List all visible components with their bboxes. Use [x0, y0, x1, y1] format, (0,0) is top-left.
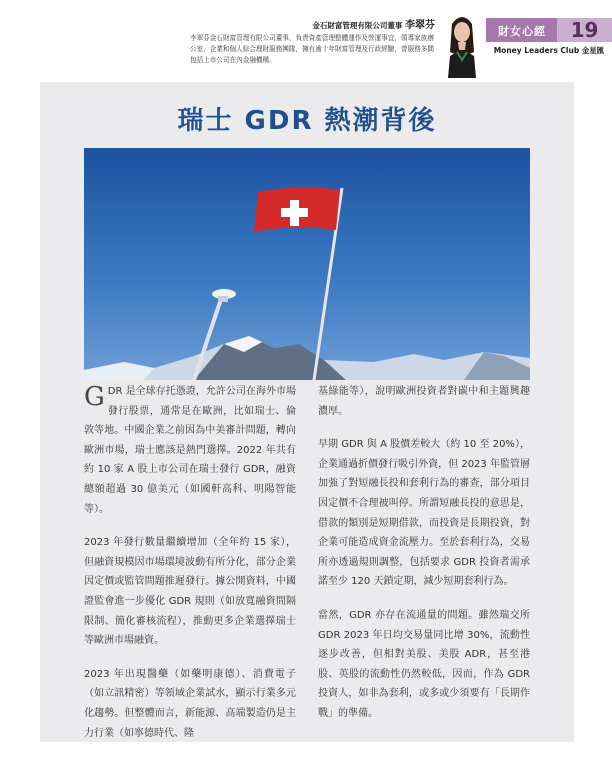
- page-number: 19: [557, 18, 612, 42]
- author-line: [190, 16, 435, 31]
- drop-cap: G: [84, 382, 105, 412]
- author-bio: 李翠芬金石財富管理有限公司董事，負責資產管理整體運作及營運事宜，領導家族辦公室、企業和個人綜合理財服務團隊，擁有逾十年財富管理及行政經驗，曾服務多間包括上市公司在內金融機構。: [190, 34, 434, 64]
- paragraph: 2023 年出現醫藥（如藥明康德）、消費電子（如立訊精密）等領域企業試水，顯示行業多元化趨勢。但整體而言，新能源、高端製造仍是主力行業（如寧德時代、隆: [84, 668, 296, 739]
- article-column-1: [84, 382, 296, 757]
- paragraph: 早期 GDR 與 A 股價差較大（約 10 至 20%），企業通過折價發行吸引外資，但 2023 年監管層加強了對短融長投和套利行為的審查，部分項目因定價不合理被叫停。所謂短融長投的意思是，借款的類別是短期借款，而投資是長期投資，對企業可能造成資金流壓力。至於套利行為，交易所亦透過規則調整，包括要求 GDR 投資者需承諾至少 120 天鎖定期，減少短期套利行為。: [318, 439, 530, 588]
- author-title: 金石財富管理有限公司董事: [312, 21, 403, 30]
- paragraph: [84, 382, 296, 519]
- column-tab: [486, 18, 612, 42]
- paragraph: 當然，GDR 亦存在流通量的問題。雖然瑞交所 GDR 2023 年日均交易量同比增 30%，流動性逐步改善，但相對美股、美股 ADR，甚至港股、英股的流動性仍然較低，因而，作為 GDR 投資人，如非為套利，或多或少須要有「長期作戰」的準備。: [318, 609, 530, 719]
- paragraph: 2023 年發行數量繼續增加（全年約 15 家），但融資規模因市場環境波動有所分化，部分企業因定價或監管問題推遲發行。據公開資料，中國證監會進一步優化 GDR 規則（如放寬融資間隔限制、簡化審核流程），推動更多企業選擇瑞士等歐洲市場融資。: [84, 537, 296, 647]
- article-column-2: [318, 382, 530, 738]
- column-title: 財女心經: [498, 25, 546, 38]
- paragraph: 基綠能等），說明歐洲投資者對碳中和主題興趣濃厚。: [318, 386, 530, 417]
- paragraph-text: DR 是全球存托憑證，允許公司在海外市場發行股票，通常是在歐洲，比如瑞士、倫敦等地。中國企業之前因為中美審計問題，轉向歐洲市場，瑞士應該是熱門選擇。2022 年共有約 10 家 A 股上市公司在瑞士發行 GDR，融資總額超過 30 億美元（如國軒高科、明陽智能等）。: [84, 386, 296, 515]
- author-portrait: [438, 8, 486, 78]
- author-name: 李翠芬: [405, 20, 435, 31]
- author-header: [190, 16, 435, 66]
- swiss-flag-photo: [84, 148, 530, 380]
- article-title: 瑞士 GDR 熱潮背後: [177, 106, 437, 136]
- club-name: Money Leaders Club 金星匯: [493, 46, 605, 55]
- article-panel: [40, 82, 574, 742]
